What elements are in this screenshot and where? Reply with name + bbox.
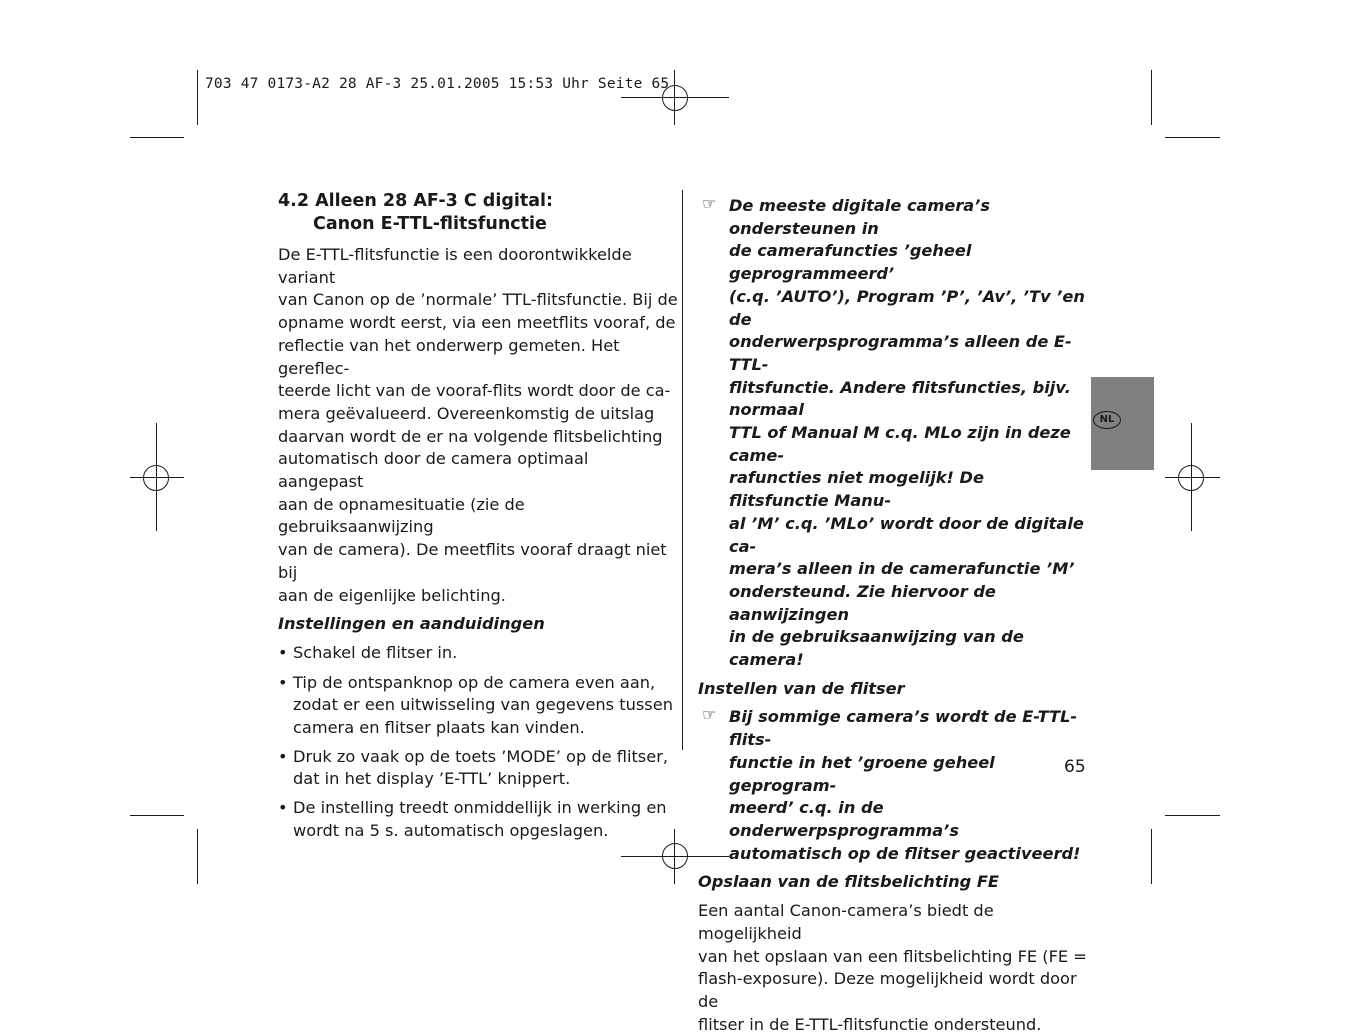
pointing-hand-icon: ☞ <box>702 194 717 213</box>
list-item: • Druk zo vaak op de toets ’MODE’ op de flitser, dat in het display ’E-TTL’ knippert. <box>278 746 668 789</box>
left-column <box>278 190 678 843</box>
note-green-mode: ☞ Bij sommige camera’s wordt de E-TTL-flits- functie in het ’groene geheel geprogram- meerd’ c.q. in de onderwerpsprogramma’s automatisch op de flitser geactiveerd! <box>702 705 1081 863</box>
pointing-hand-icon: ☞ <box>702 705 717 725</box>
page-number: 65 <box>1064 757 1086 777</box>
right-column <box>698 195 1088 1036</box>
subheading-fe-lock: Opslaan van de flitsbelichting FE <box>698 872 999 892</box>
list-item: • De instelling treedt onmiddellijk in werking en wordt na 5 s. automatisch opgeslagen. <box>278 798 667 840</box>
note-digital-cameras: ☞ De meeste digitale camera’s ondersteunen in de camerafuncties ’geheel geprogrammeerd’ (c.q. ’AUTO’), Program ’P’, ’Av’, ’Tv ’en de onderwerpsprogramma’s alleen de E-TTL- flitsfunctie. Andere flitsfuncties, bijv. normaal TTL of Manual M c.q. MLo zijn in deze came- rafuncties niet mogelijk! De flitsfunctie Manu- al ’M’ c.q. ’MLo’ wordt door de digitale ca- mera’s alleen in de camerafunctie ’M’ ondersteund. Zie hiervoor de aanwijzingen in de gebruiksaanwijzing van de camera! <box>702 194 1085 670</box>
language-badge: NL <box>1093 411 1121 429</box>
column-divider <box>682 190 683 750</box>
list-item: • Tip de ontspanknop op de camera even aan, zodat er een uitwisseling van gegevens tussen camera en flitser plaats kan vinden. <box>278 672 673 738</box>
subheading-settings: Instellingen en aanduidingen <box>278 614 545 634</box>
section-heading: 4.2 Alleen 28 AF-3 C digital: Canon E-TTL-flitsfunctie <box>278 191 554 234</box>
list-item: • Schakel de flitser in. <box>278 642 458 662</box>
print-header: 703 47 0173-A2 28 AF-3 25.01.2005 15:53 Uhr Seite 65 <box>205 76 670 92</box>
subheading-flash-setup: Instellen van de flitser <box>698 678 905 698</box>
intro-paragraph: De E-TTL-flitsfunctie is een doorontwikkelde variant van Canon op de ’normale’ TTL-flitsfunctie. Bij de opname wordt eerst, via een meetflits vooraf, de reflectie van het onderwerp gemeten. Het gereflec- teerde licht van de vooraf-flits wordt door de ca- mera geëvalueerd. Overeenkomstig de uitslag daarvan wordt de er na volgende flitsbelichting automatisch door de camera optimaal aangepast aan de opnamesituatie (zie de gebruiksaanwijzing van de camera). De meetflits vooraf draagt niet bij aan de eigenlijke belichting. <box>278 245 678 605</box>
fe-paragraph: Een aantal Canon-camera’s biedt de mogelijkheid van het opslaan van een flitsbelichting FE (FE = flash-exposure). Deze mogelijkheid wordt door de flitser in de E-TTL-flitsfunctie ondersteund. <box>698 901 1087 1034</box>
